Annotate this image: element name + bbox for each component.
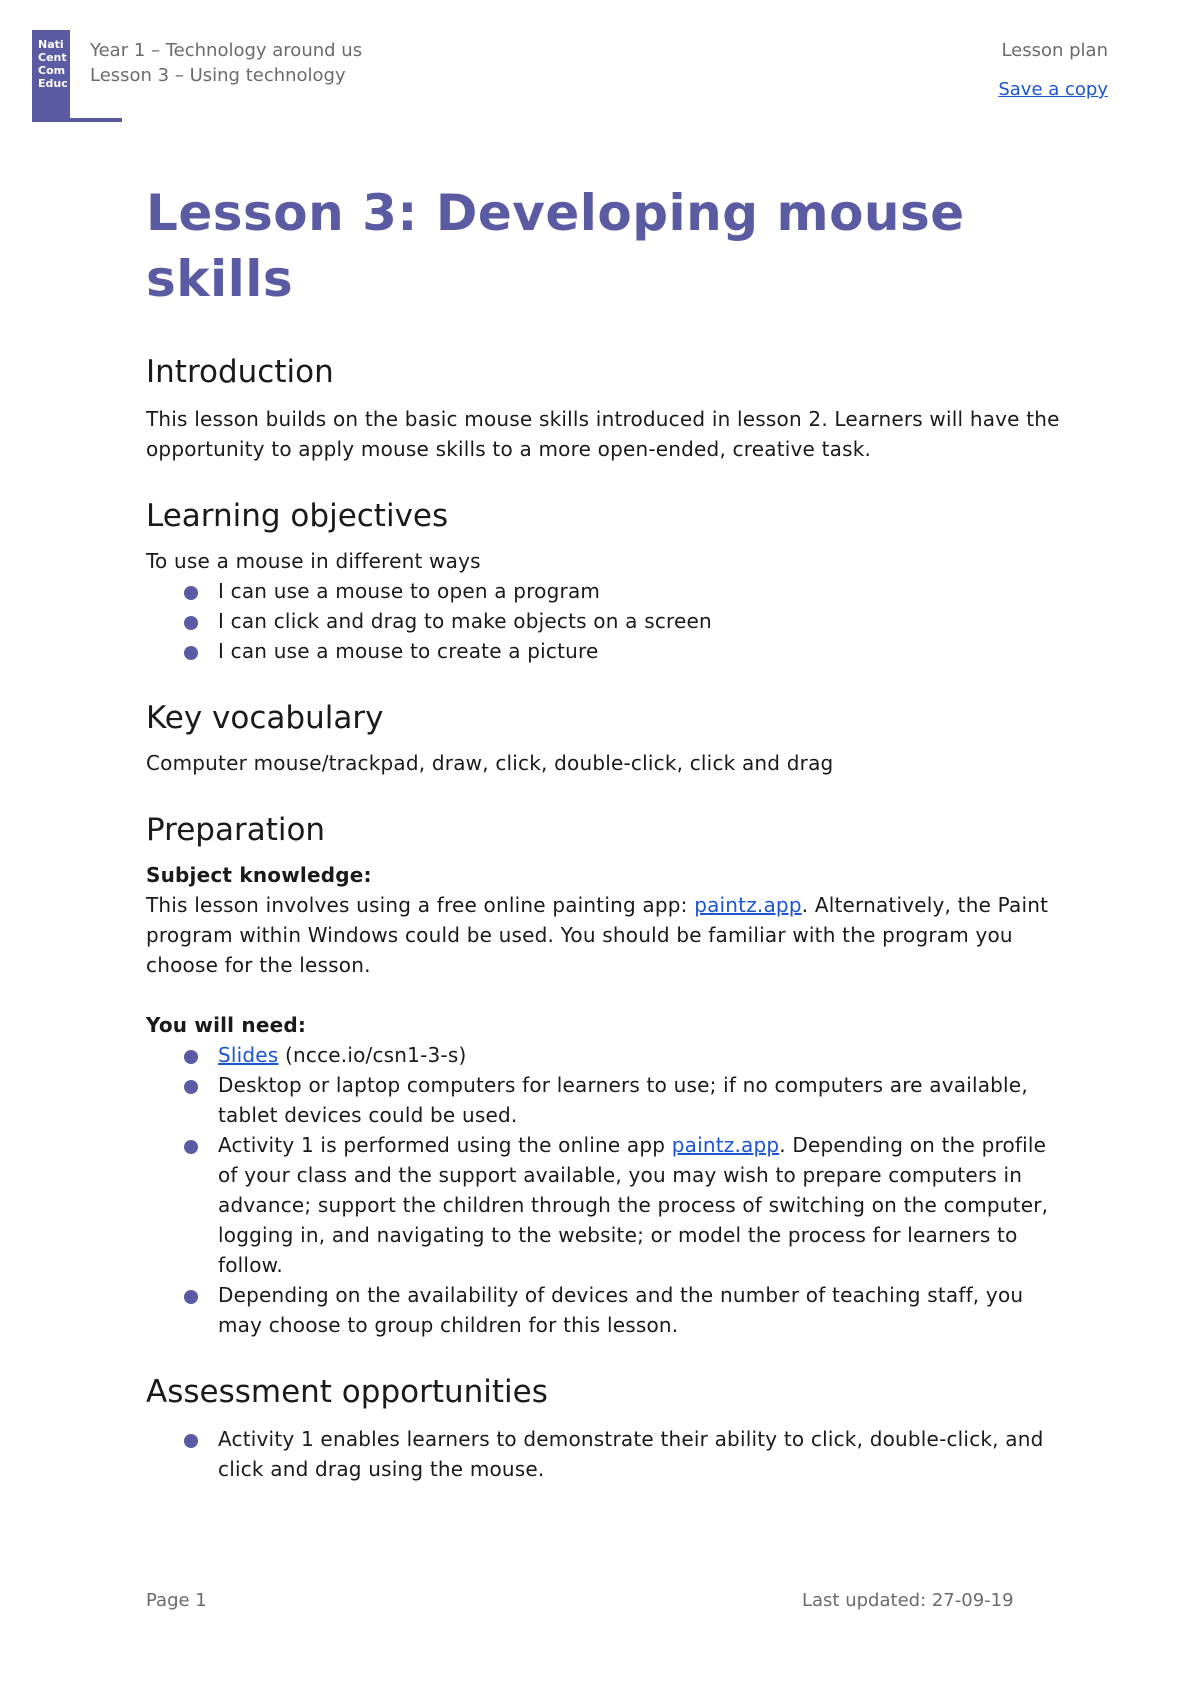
- paintz-link[interactable]: paintz.app: [671, 1133, 780, 1157]
- logo-line: Cent: [38, 51, 67, 64]
- objectives-intro: To use a mouse in different ways: [146, 549, 481, 573]
- needs-list: [146, 1040, 1066, 1340]
- page-title: Lesson 3: Developing mouse skills: [146, 184, 965, 308]
- list-item: [146, 1070, 1066, 1130]
- page-number: Page 1: [146, 1590, 207, 1611]
- logo-line: Educ: [38, 77, 68, 90]
- preparation-heading: Preparation: [146, 812, 326, 848]
- bullet-dot-icon: [184, 1290, 198, 1304]
- list-item: [146, 576, 1066, 606]
- list-item-text: I can use a mouse to create a picture: [218, 639, 599, 663]
- bullet-dot-icon: [184, 1140, 198, 1154]
- bullet-dot-icon: [184, 1050, 198, 1064]
- list-item-text: Depending on the availability of devices and the number of teaching staff, you may choose to group children for this lesson.: [218, 1283, 1024, 1337]
- logo-text: [38, 38, 68, 90]
- slides-link[interactable]: Slides: [218, 1043, 279, 1067]
- document-body: [146, 180, 1066, 1484]
- list-item-text: Activity 1 is performed using the online app: [218, 1133, 672, 1157]
- header-unit: Year 1 – Technology around us: [90, 40, 363, 61]
- bullet-dot-icon: [184, 616, 198, 630]
- subject-knowledge-label: Subject knowledge:: [146, 863, 372, 887]
- list-item: [146, 1130, 1066, 1280]
- sk-text-part: This lesson involves using a free online painting app:: [146, 893, 695, 917]
- list-item: [146, 606, 1066, 636]
- last-updated: Last updated: 27-09-19: [802, 1590, 1014, 1611]
- list-item: [146, 1280, 1066, 1340]
- bullet-dot-icon: [184, 646, 198, 660]
- assessment-heading: Assessment opportunities: [146, 1374, 548, 1410]
- paintz-link[interactable]: paintz.app: [694, 893, 802, 917]
- list-item: [146, 1040, 1066, 1070]
- introduction-heading: Introduction: [146, 354, 334, 390]
- bullet-dot-icon: [184, 1434, 198, 1448]
- logo-block: [32, 30, 70, 118]
- doc-type-label: Lesson plan: [1001, 40, 1108, 61]
- save-copy-link[interactable]: Save a copy: [998, 79, 1108, 100]
- slides-text: (ncce.io/csn1-3-s): [278, 1043, 467, 1067]
- subject-knowledge-text: [146, 890, 1066, 980]
- objectives-heading: Learning objectives: [146, 498, 449, 534]
- introduction-text: This lesson builds on the basic mouse skills introduced in lesson 2. Learners will have the opportunity to apply mouse skills to a more open-ended, creative task.: [146, 407, 1060, 461]
- vocabulary-heading: Key vocabulary: [146, 700, 384, 736]
- list-item-text: Desktop or laptop computers for learners to use; if no computers are available, tablet devices could be used.: [218, 1073, 1028, 1127]
- logo-line: Com: [38, 64, 66, 77]
- header-lesson: Lesson 3 – Using technology: [90, 65, 346, 86]
- objectives-list: [146, 576, 1066, 666]
- list-item-text: I can click and drag to make objects on a screen: [218, 609, 712, 633]
- list-item-text: . Depending on the profile of your class and the support available, you may wish to prepare computers in advance; support the children through the process of switching on the computer, logging in, and navigating to the website; or model the process for learners to follow.: [218, 1133, 1049, 1277]
- vocabulary-text: Computer mouse/trackpad, draw, click, double-click, click and drag: [146, 751, 834, 775]
- header-actions: [998, 38, 1108, 100]
- list-item-text: Activity 1 enables learners to demonstrate their ability to click, double-click, and click and drag using the mouse.: [218, 1427, 1044, 1481]
- assessment-list: [146, 1424, 1066, 1484]
- list-item-text: I can use a mouse to open a program: [218, 579, 601, 603]
- list-item: [146, 636, 1066, 666]
- bullet-dot-icon: [184, 1080, 198, 1094]
- sk-text-part: . Alternatively, the Paint program within Windows could be used. You should be familiar with the program you choose for the lesson.: [146, 893, 1049, 977]
- logo-underline: [32, 118, 122, 122]
- header-breadcrumb: [90, 38, 362, 88]
- bullet-dot-icon: [184, 586, 198, 600]
- you-will-need-label: You will need:: [146, 1013, 307, 1037]
- list-item: [146, 1424, 1066, 1484]
- logo-line: Nati: [38, 38, 64, 51]
